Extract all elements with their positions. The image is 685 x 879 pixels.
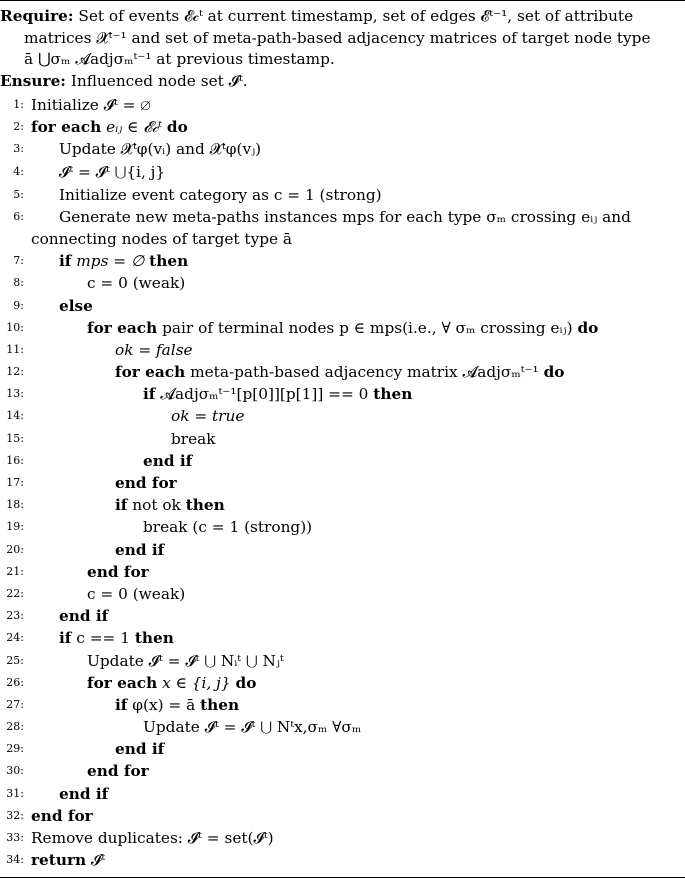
algo-line-2	[0, 116, 685, 138]
line-text: Update 𝓘ᵗ = 𝓘ᵗ ⋃ Nᵢᵗ ⋃ Nⱼᵗ	[87, 651, 284, 670]
if-keyword: if	[59, 252, 72, 271]
else-keyword: else	[59, 296, 93, 315]
line-text: Update 𝓘ᵗ = 𝓘ᵗ ⋃ Nᵗx,σₘ ∀σₘ	[143, 718, 362, 737]
if-keyword: if	[143, 385, 156, 404]
line-text: c == 1	[76, 629, 130, 648]
algo-line-4	[0, 161, 685, 183]
algo-line-11	[0, 339, 685, 361]
line-text: mps = ∅	[76, 252, 145, 271]
line-number: 29:	[6, 742, 24, 756]
then-keyword: then	[185, 496, 225, 515]
algo-line-8	[0, 272, 685, 294]
algo-line-14	[0, 405, 685, 427]
line-text: ok = true	[171, 407, 245, 426]
end-if-keyword: end if	[143, 451, 193, 470]
line-number: 18:	[6, 498, 24, 512]
algo-line-10	[0, 317, 685, 339]
algo-line-32	[0, 805, 685, 827]
if-keyword: if	[115, 496, 128, 515]
ensure-line	[0, 71, 680, 93]
line-text: eᵢⱼ ∈ 𝓔𝒸ᵗ	[106, 118, 163, 137]
line-text: break (c = 1 (strong))	[143, 518, 313, 537]
line-number: 14:	[6, 409, 24, 423]
if-keyword: if	[115, 695, 128, 714]
line-number: 25:	[6, 653, 24, 667]
line-number: 27:	[6, 697, 24, 711]
then-keyword: then	[149, 252, 189, 271]
for-each-keyword: for each	[87, 318, 158, 337]
line-text: c = 0 (weak)	[87, 274, 186, 293]
line-number: 1:	[13, 98, 24, 111]
then-keyword: then	[373, 385, 413, 404]
line-number: 12:	[6, 365, 24, 379]
bottom-rule	[0, 877, 685, 878]
for-each-keyword: for each	[87, 673, 158, 692]
do-keyword: do	[577, 318, 599, 337]
line-number: 5:	[13, 187, 24, 201]
algo-line-26	[0, 672, 685, 694]
line-number: 31:	[6, 786, 24, 800]
line-text: 𝓐adjσₘᵗ⁻¹[p[0]][p[1]] == 0	[160, 385, 369, 404]
line-text: pair of terminal nodes p ∈ mps(i.e., ∀ σₘ crossing eᵢⱼ)	[162, 318, 573, 337]
line-number: 21:	[6, 564, 24, 578]
algo-line-23	[0, 605, 685, 627]
top-rule	[0, 0, 685, 1]
line-number: 3:	[13, 142, 24, 156]
require-line	[0, 6, 680, 28]
algo-line-1	[0, 94, 685, 116]
algo-line-7	[0, 250, 685, 272]
line-text: meta-path-based adjacency matrix 𝓐adjσₘᵗ⁻¹	[190, 363, 539, 382]
algo-line-6	[0, 206, 685, 228]
do-keyword: do	[235, 673, 257, 692]
require-text-1: Set of events 𝓔𝒸ᵗ at current timestamp, set of edges 𝓔ᵗ⁻¹, set of attribute	[78, 7, 634, 25]
algo-line-13	[0, 383, 685, 405]
line-text: Update 𝓧ᵗφ(vᵢ) and 𝓧ᵗφ(vⱼ)	[59, 140, 262, 159]
line-number: 4:	[13, 165, 24, 179]
line-number: 19:	[6, 520, 24, 534]
algo-line-30	[0, 760, 685, 782]
line-number: 17:	[6, 476, 24, 489]
end-for-keyword: end for	[115, 474, 177, 492]
then-keyword: then	[134, 629, 174, 648]
algo-line-9	[0, 295, 685, 317]
line-number: 6:	[13, 209, 24, 223]
line-text: Generate new meta-paths instances mps for each type σₘ crossing eᵢⱼ and	[59, 207, 631, 226]
algo-line-12	[0, 361, 685, 383]
line-number: 22:	[6, 586, 24, 600]
line-number: 9:	[13, 298, 24, 312]
line-text: x ∈ {i, j}	[162, 673, 231, 692]
algo-line-6-continued	[0, 228, 685, 250]
end-if-keyword: end if	[115, 740, 165, 759]
algo-line-20	[0, 539, 685, 561]
require-line-2	[0, 28, 680, 50]
algo-line-31	[0, 783, 685, 805]
do-keyword: do	[543, 363, 565, 382]
end-if-keyword: end if	[115, 540, 165, 559]
line-number: 2:	[13, 120, 24, 134]
for-each-keyword: for each	[31, 118, 102, 137]
ensure-text: Influenced node set 𝓘ᵗ.	[70, 71, 248, 90]
line-text: φ(x) = ā	[132, 695, 196, 714]
require-text-2: matrices 𝓧ᵗ⁻¹ and set of meta-path-based adjacency matrices of target node type	[24, 28, 651, 47]
line-number: 7:	[13, 254, 24, 268]
line-number: 20:	[6, 542, 24, 556]
algo-line-22	[0, 583, 685, 605]
algo-line-5	[0, 184, 685, 206]
algo-line-15	[0, 428, 685, 450]
algo-line-29	[0, 738, 685, 760]
line-number: 16:	[6, 453, 24, 467]
end-for-keyword: end for	[87, 762, 149, 781]
end-if-keyword: end if	[59, 784, 109, 803]
algo-line-28	[0, 716, 685, 738]
line-number: 11:	[6, 342, 24, 356]
line-text: ok = false	[115, 340, 193, 359]
line-text: connecting nodes of target type ā	[31, 229, 293, 248]
line-text: 𝓘ᵗ	[91, 851, 106, 870]
end-for-keyword: end for	[31, 806, 93, 825]
line-number: 30:	[6, 764, 24, 778]
line-number: 34:	[6, 853, 24, 867]
end-for-keyword: end for	[87, 562, 149, 581]
then-keyword: then	[200, 695, 240, 714]
ensure-keyword: Ensure:	[0, 71, 66, 90]
algo-line-16	[0, 450, 685, 472]
algo-line-18	[0, 494, 685, 516]
algo-line-19	[0, 516, 685, 538]
line-number: 15:	[6, 431, 24, 445]
line-number: 33:	[6, 831, 24, 844]
algo-line-17	[0, 472, 685, 494]
line-text: Initialize event category as c = 1 (strong)	[59, 185, 382, 204]
algorithm-body	[0, 94, 685, 871]
line-number: 8:	[13, 276, 24, 290]
algo-line-34	[0, 849, 685, 871]
algo-line-21	[0, 561, 685, 583]
line-number: 23:	[6, 609, 24, 623]
line-number: 32:	[6, 808, 24, 822]
do-keyword: do	[166, 118, 188, 137]
line-number: 28:	[6, 720, 24, 734]
end-if-keyword: end if	[59, 607, 109, 626]
algo-line-33	[0, 827, 685, 849]
line-text: break	[171, 429, 216, 448]
line-text: 𝓘ᵗ = 𝓘ᵗ ⋃{i, j}	[59, 163, 166, 182]
algo-line-27	[0, 694, 685, 716]
require-keyword: Require:	[0, 7, 74, 25]
require-text-3: ā ⋃σₘ 𝓐adjσₘᵗ⁻¹ at previous timestamp.	[24, 50, 335, 68]
line-number: 26:	[6, 675, 24, 689]
if-keyword: if	[59, 629, 72, 648]
line-text: c = 0 (weak)	[87, 584, 186, 603]
return-keyword: return	[31, 851, 87, 870]
algorithm-preamble	[0, 6, 680, 92]
require-line-3	[0, 49, 680, 71]
line-text: not ok	[127, 496, 181, 515]
line-text: Initialize 𝓘ᵗ = ∅	[31, 96, 151, 114]
algo-line-3	[0, 138, 685, 161]
line-number: 10:	[6, 320, 24, 334]
line-number: 13:	[6, 387, 24, 401]
for-each-keyword: for each	[115, 363, 186, 382]
algo-line-25	[0, 650, 685, 672]
line-text: Remove duplicates: 𝓘ᵗ = set(𝓘ᵗ)	[31, 829, 274, 847]
algo-line-24	[0, 627, 685, 649]
line-number: 24:	[6, 631, 24, 645]
